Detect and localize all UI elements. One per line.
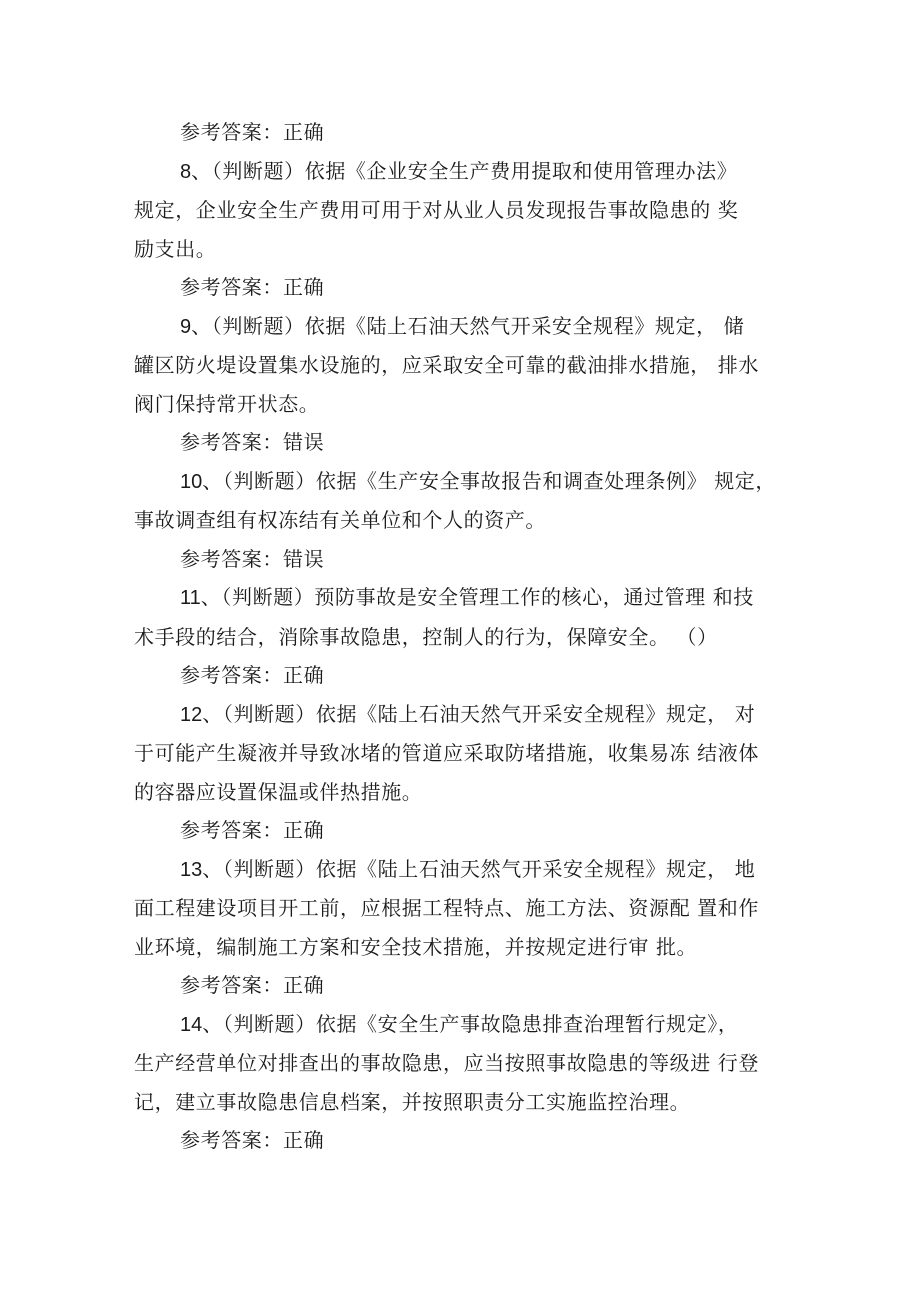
answer-line: 参考答案：正确 (180, 275, 325, 299)
question-12-line-3: 的容器应设置保温或伴热措施。 (134, 779, 423, 804)
question-text: 、（判断题）依据《生产安全事故报告和调查处理条例》 规定， (202, 468, 777, 493)
question-11-line-2: 术手段的结合，消除事故隐患，控制人的行为，保障安全。 （） (134, 624, 718, 649)
question-14-line-3: 记，建立事故隐患信息档案，并按照职责分工实施监控治理。 (134, 1089, 691, 1114)
question-8-line-1 (134, 152, 794, 192)
question-13-line-3: 业环境，编制施工方案和安全技术措施，并按规定进行审 批。 (134, 934, 698, 959)
answer-line: 参考答案：正确 (180, 1128, 325, 1152)
question-text: 、（判断题）依据《陆上石油天然气开采安全规程》规定， 储 (191, 313, 745, 338)
question-number: 11 (180, 587, 201, 609)
question-12-line-1 (134, 695, 794, 735)
question-number: 13 (180, 858, 203, 881)
question-number: 8 (180, 160, 192, 183)
answer-line: 参考答案：正确 (180, 973, 325, 997)
question-number: 14 (180, 1013, 203, 1036)
question-number: 9 (180, 315, 192, 338)
answer-line: 参考答案：正确 (180, 818, 325, 842)
question-9-line-1 (134, 307, 794, 347)
question-9-line-3: 阀门保持常开状态。 (134, 391, 320, 416)
question-13-line-2: 面工程建设项目开工前，应根据工程特点、施工方法、资源配 置和作 (134, 896, 759, 920)
question-text: 、（判断题）依据《企业安全生产费用提取和使用管理办法》 (191, 158, 738, 183)
question-text: 、（判断题）预防事故是安全管理工作的核心，通过管理 和技 (200, 585, 754, 609)
question-text: 、（判断题）依据《陆上石油天然气开采安全规程》规定， 地 (202, 856, 756, 881)
question-number: 12 (180, 703, 203, 726)
answer-line: 参考答案：错误 (180, 430, 325, 454)
question-text: 、（判断题）依据《安全生产事故隐患排查治理暂行规定》， (202, 1011, 739, 1036)
question-11-line-1 (134, 578, 794, 618)
question-8-line-3: 励支出。 (134, 236, 217, 261)
question-9-line-2: 罐区防火堤设置集水设施的，应采取安全可靠的截油排水措施， 排水 (134, 353, 759, 377)
answer-line: 参考答案：正确 (180, 663, 325, 687)
question-number: 10 (180, 470, 203, 493)
question-8-line-2: 规定，企业安全生产费用可用于对从业人员发现报告事故隐患的 奖 (134, 198, 739, 222)
question-list (134, 113, 794, 1160)
question-10-line-2: 事故调查组有权冻结有关单位和个人的资产。 (134, 508, 546, 532)
answer-line: 参考答案：正确 (180, 120, 325, 144)
question-14-line-2: 生产经营单位对排查出的事故隐患，应当按照事故隐患的等级进 行登 (134, 1051, 759, 1075)
question-13-line-1 (134, 850, 794, 890)
answer-line: 参考答案：错误 (180, 546, 325, 571)
question-text: 、（判断题）依据《陆上石油天然气开采安全规程》规定， 对 (202, 701, 756, 726)
question-14-line-1 (134, 1005, 794, 1045)
question-10-line-1 (134, 462, 794, 502)
question-12-line-2: 于可能产生凝液并导致冰堵的管道应采取防堵措施，收集易冻 结液体 (134, 741, 759, 765)
